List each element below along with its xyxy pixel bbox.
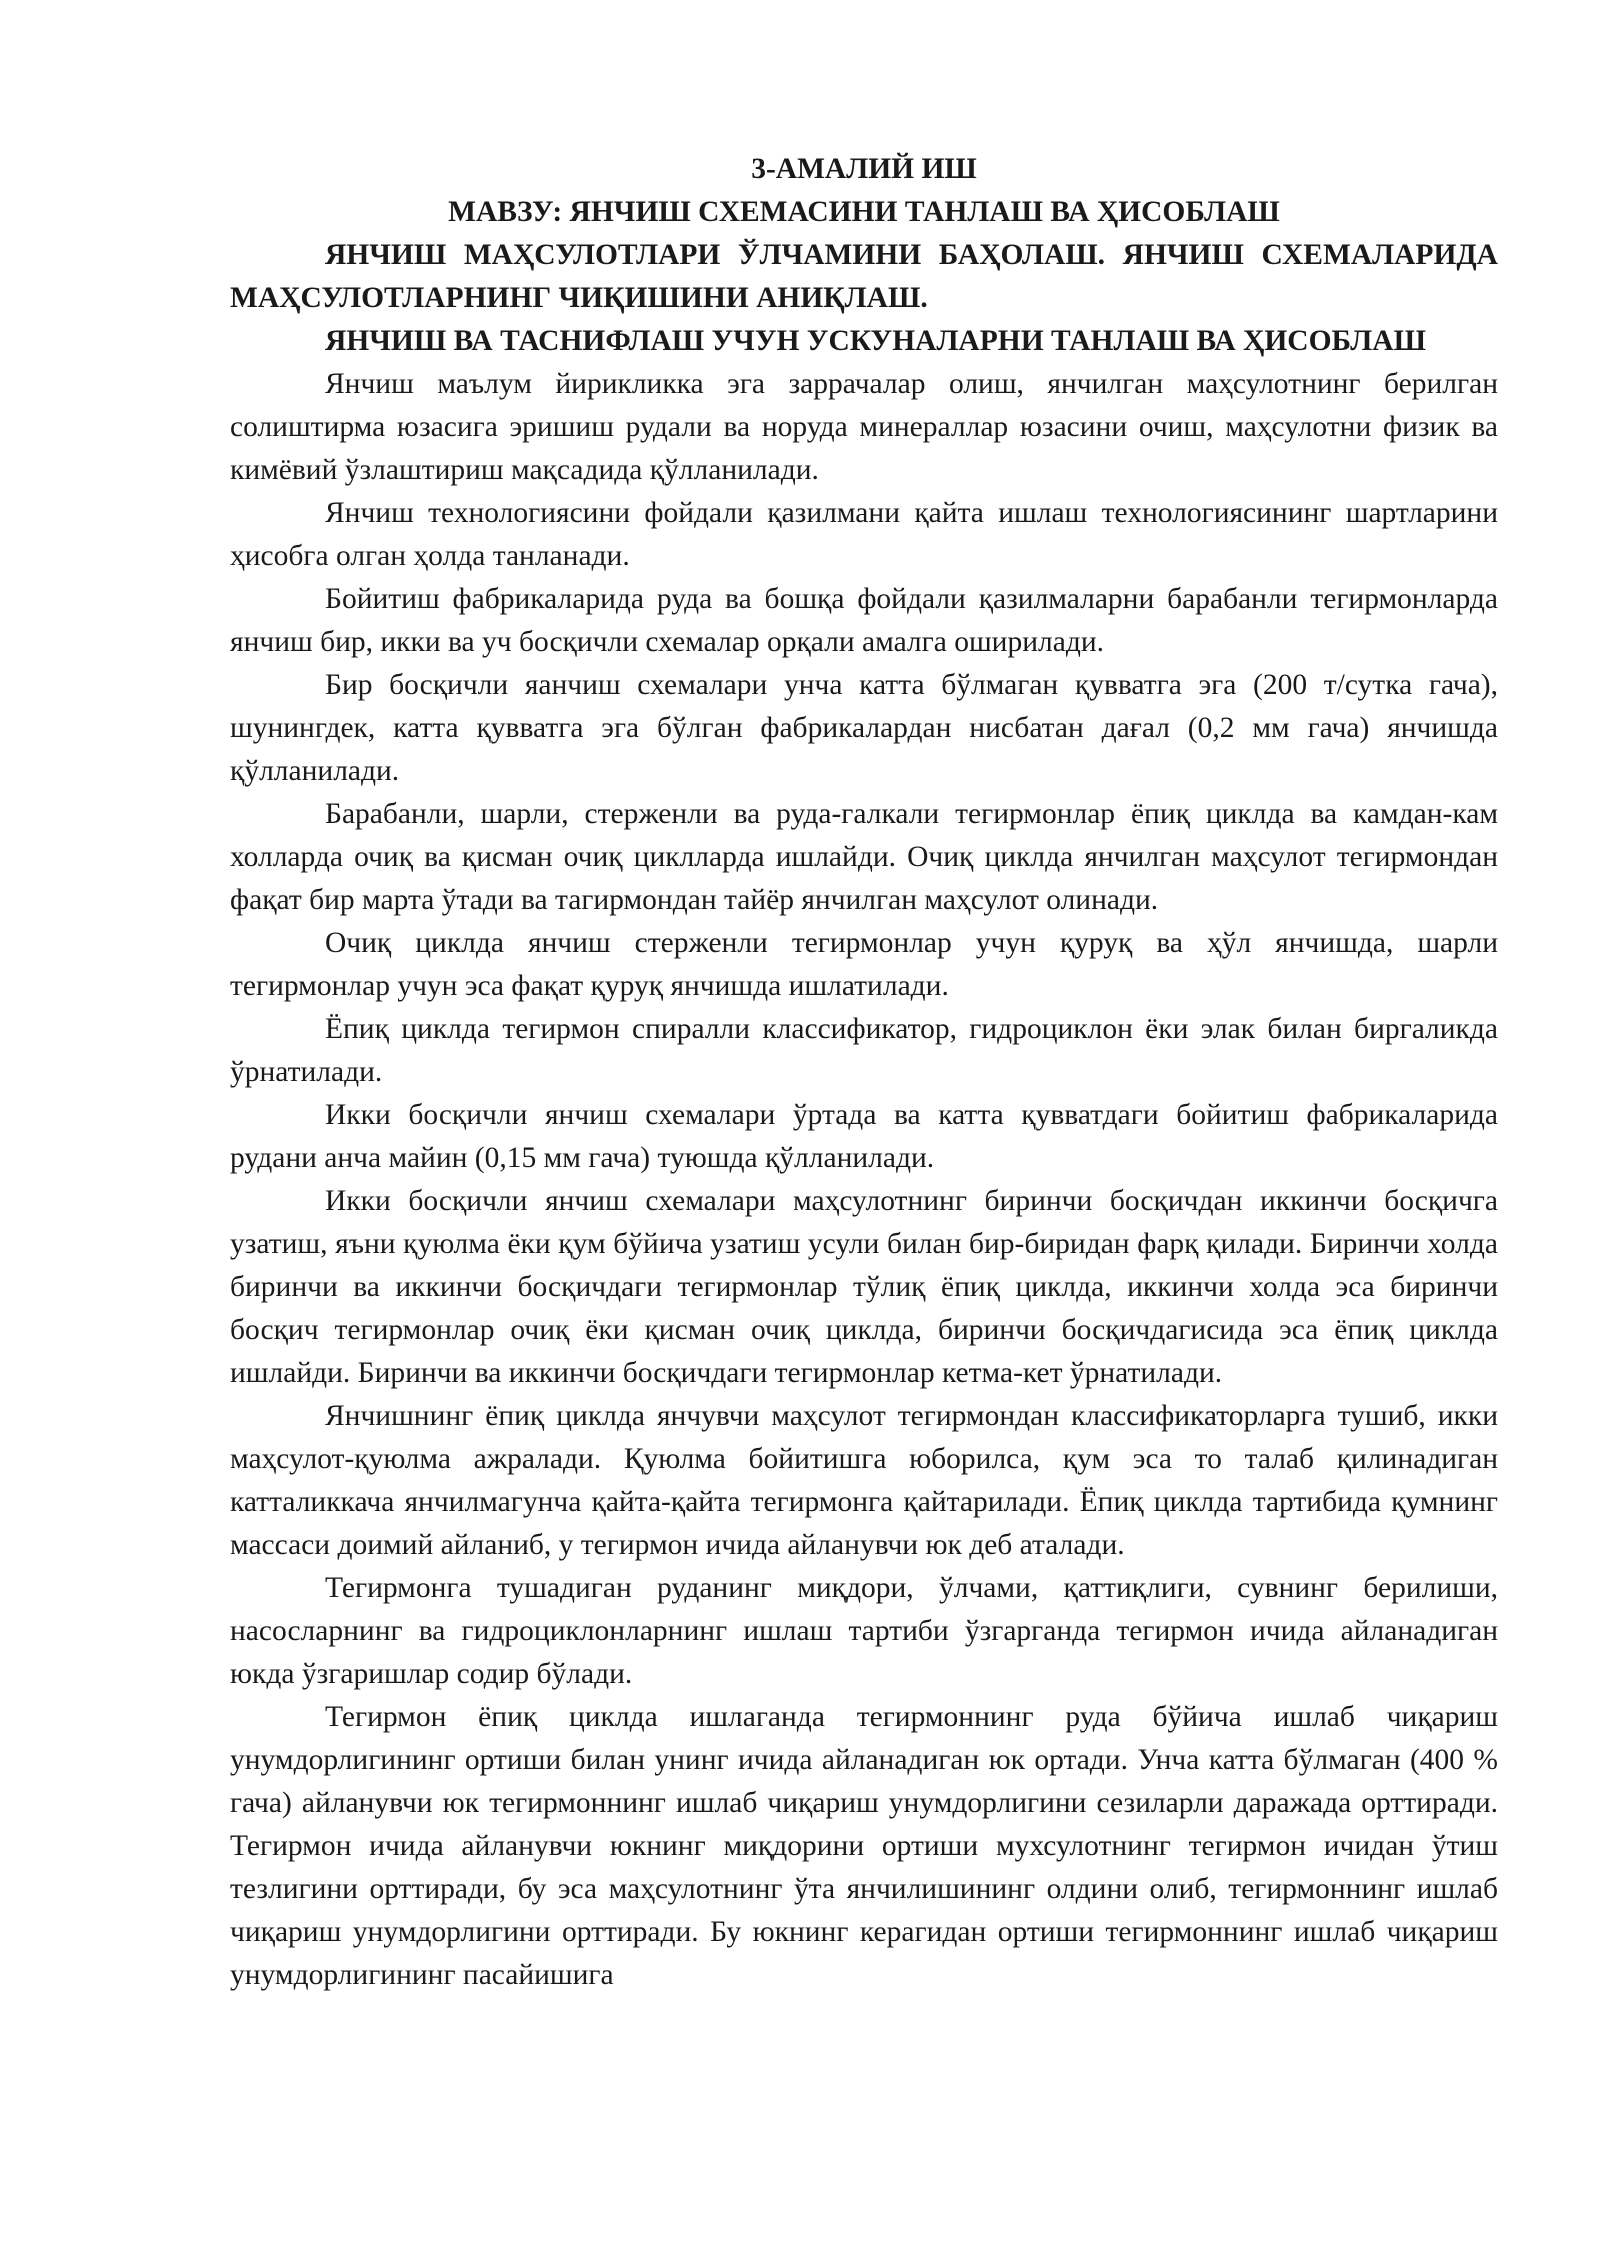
paragraph: Бир босқичли яанчиш схемалари унча катта бўлмаган қувватга эга (200 т/сутка гача), шунингдек, катта қувватга эга бўлган фабрикалардан нисбатан дағал (0,2 мм гача) янчишда қўлланилади. xyxy=(230,669,1498,787)
paragraph: Очиқ циклда янчиш стерженли тегирмонлар учун қуруқ ва ҳўл янчишда, шарли тегирмонлар учун эса фақат қуруқ янчишда ишлатилади. xyxy=(230,927,1498,1002)
paragraph: Янчиш технологиясини фойдали қазилмани қайта ишлаш технологиясининг шартларини ҳисобга олган ҳолда танланади. xyxy=(230,497,1498,572)
paragraph: Икки босқичли янчиш схемалари маҳсулотнинг биринчи босқичдан иккинчи босқичга узатиш, яъни қуюлма ёки қум бўйича узатиш усули билан бир-биридан фарқ қилади. Биринчи холда биринчи ва иккинчи босқичдаги тегирмонлар тўлиқ ёпиқ циклда, иккинчи холда эса биринчи босқич тегирмонлар очиқ ёки қисман очиқ циклда, биринчи босқичдагисида эса ёпиқ циклда ишлайди. Биринчи ва иккинчи босқичдаги тегирмонлар кетма-кет ўрнатилади. xyxy=(230,1185,1498,1389)
paragraph: Бойитиш фабрикаларида руда ва бошқа фойдали қазилмаларни барабанли тегирмонларда янчиш бир, икки ва уч босқичли схемалар орқали амалга оширилади. xyxy=(230,583,1498,658)
document-page xyxy=(230,148,1498,1997)
document-title: 3-АМАЛИЙ ИШ xyxy=(751,153,977,185)
paragraph: Ёпиқ циклда тегирмон спиралли классификатор, гидроциклон ёки элак билан биргаликда ўрнатилади. xyxy=(230,1013,1498,1088)
paragraph: Тегирмон ёпиқ циклда ишлаганда тегирмоннинг руда бўйича ишлаб чиқариш унумдорлигининг ортиши билан унинг ичида айланадиган юк ортади. Унча катта бўлмаган (400 % гача) айланувчи юк тегирмоннинг ишлаб чиқариш унумдорлигини сезиларли даражада орттиради. Тегирмон ичида айланувчи юкнинг миқдорини ортиши мухсулотнинг тегирмон ичидан ўтиш тезлигини орттиради, бу эса маҳсулотнинг ўта янчилишининг олдини олиб, тегирмоннинг ишлаб чиқариш унумдорлигини орттиради. Бу юкнинг керагидан ортиши тегирмоннинг ишлаб чиқариш унумдорлигининг пасайишига xyxy=(230,1701,1498,1991)
paragraph: Барабанли, шарли, стерженли ва руда-галкали тегирмонлар ёпиқ циклда ва камдан-кам холларда очиқ ва қисман очиқ циклларда ишлайди. Очиқ циклда янчилган маҳсулот тегирмондан фақат бир марта ўтади ва тагирмондан тайёр янчилган маҳсулот олинади. xyxy=(230,798,1498,916)
subheading-assessment: ЯНЧИШ МАҲСУЛОТЛАРИ ЎЛЧАМИНИ БАҲОЛАШ. ЯНЧИШ СХЕМАЛАРИДА МАҲСУЛОТЛАРНИНГ ЧИҚИШИНИ АНИҚЛАШ. xyxy=(230,239,1498,314)
paragraph: Янчишнинг ёпиқ циклда янчувчи маҳсулот тегирмондан классификаторларга тушиб, икки маҳсулот-қуюлма ажралади. Қуюлма бойитишга юборилса, қум эса то талаб қилинадиган катталиккача янчилмагунча қайта-қайта тегирмонга қайтарилади. Ёпиқ циклда тартибида қумнинг массаси доимий айланиб, у тегирмон ичида айланувчи юк деб аталади. xyxy=(230,1400,1498,1561)
paragraph: Тегирмонга тушадиган руданинг миқдори, ўлчами, қаттиқлиги, сувнинг берилиши, насосларнинг ва гидроциклонларнинг ишлаш тартиби ўзгарганда тегирмон ичида айланадиган юкда ўзгаришлар содир бўлади. xyxy=(230,1572,1498,1690)
paragraph: Икки босқичли янчиш схемалари ўртада ва катта қувватдаги бойитиш фабрикаларида рудани анча майин (0,15 мм гача) туюшда қўлланилади. xyxy=(230,1099,1498,1174)
paragraph: Янчиш маълум йирикликка эга заррачалар олиш, янчилган маҳсулотнинг берилган солиштирма юзасига эришиш рудали ва норуда минераллар юзасини очиш, маҳсулотни физик ва кимёвий ўзлаштириш мақсадида қўлланилади. xyxy=(230,368,1498,486)
document-topic: МАВЗУ: ЯНЧИШ СХЕМАСИНИ ТАНЛАШ ВА ҲИСОБЛАШ xyxy=(448,196,1280,228)
subheading-equipment: ЯНЧИШ ВА ТАСНИФЛАШ УЧУН УСКУНАЛАРНИ ТАНЛАШ ВА ҲИСОБЛАШ xyxy=(325,325,1426,357)
